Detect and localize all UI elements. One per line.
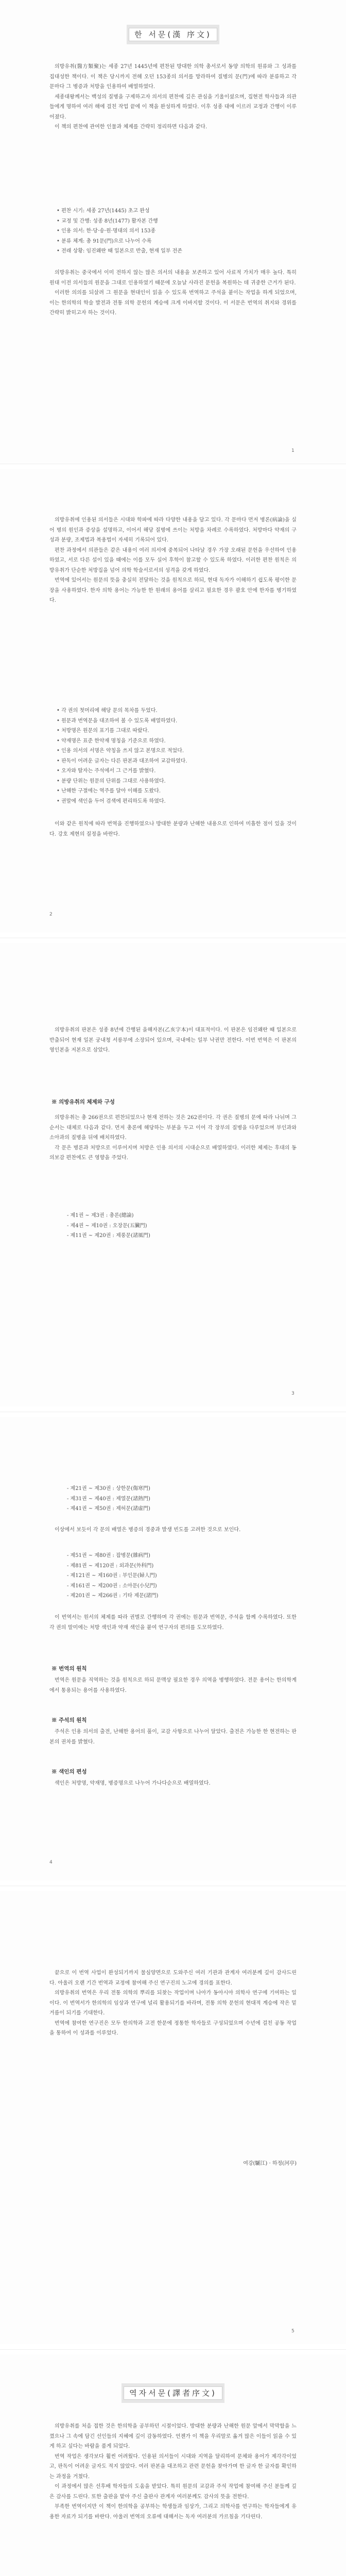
document-page-6 <box>0 2354 346 2576</box>
paragraph: 이 번역서는 원서의 체제를 따라 권별로 간행하며 각 권에는 원문과 번역문, 주석을 함께 수록하였다. 또한 각 권의 말미에는 처방 색인과 약재 색인을 붙여 연구자의 편의를 도모하였다. <box>49 1615 297 1631</box>
list-item: • 각 권의 첫머리에 해당 문의 목차를 두었다. <box>57 708 158 714</box>
paragraph: 의방유취는 총 266권으로 편찬되었으나 현재 전하는 것은 262권이다. 각 권은 질병의 문에 따라 나뉘며 그 순서는 대체로 다음과 같다. 먼저 총론에 해당하는 부분을 두고 이어 각 장부의 질병을 다루었으며 부인과와 소아과의 질병을 뒤에 배치하였다. <box>49 1115 297 1141</box>
list-item: • 오자와 탈자는 주석에서 그 근거를 밝혔다. <box>57 768 156 774</box>
paragraph: 이러한 의의를 되살려 그 원문을 현대인이 읽을 수 있도록 번역하고 주석을 붙이는 작업을 하게 되었으며, 이는 한의학의 학술 발전과 전통 의학 문헌의 계승에 크게 이바지할 것이다. 이 서문은 번역의 취지와 경위를 간략히 밝히고자 하는 것이다. <box>49 290 297 316</box>
page-number: 5 <box>291 2329 295 2334</box>
paragraph: 이상에서 보듯이 각 문의 배열은 병증의 경중과 발생 빈도를 고려한 것으로 보인다. <box>55 1527 241 1533</box>
paragraph: 이 책의 편찬에 관여한 인물과 체제를 간략히 정리하면 다음과 같다. <box>55 124 207 130</box>
list-item: • 분량 단위는 원문의 단위를 그대로 사용하였다. <box>57 778 166 784</box>
section-heading: ※ 색인의 편성 <box>51 1769 87 1775</box>
body-text <box>49 1778 297 1789</box>
list-item: • 난해한 구절에는 역주를 달아 이해를 도왔다. <box>57 788 161 794</box>
document-page-4 <box>0 1417 346 1880</box>
paragraph: 이와 같은 원칙에 따라 번역을 진행하였으나 방대한 분량과 난해한 내용으로 인하여 미흡한 점이 있을 것이다. 강호 제현의 질정을 바란다. <box>49 821 297 837</box>
rules-list <box>57 706 293 806</box>
list-item: • 분류 체계: 총 91문(門)으로 나누어 수록 <box>57 238 152 244</box>
body-text <box>49 268 297 318</box>
list-item: - 제121권 ~ 제160권 : 부인문(婦人門) <box>67 1573 157 1579</box>
paragraph: 끝으로 이 번역 사업이 완성되기까지 물심양면으로 도와주신 여러 기관과 관계자 여러분께 깊이 감사드린다. 아울러 오랜 기간 번역과 교정에 참여해 주신 연구진의 노고에 경의를 표한다. <box>49 1970 297 1986</box>
body-text <box>49 1025 297 1056</box>
paragraph: 번역 작업은 생각보다 훨씬 어려웠다. 인용된 의서들이 시대와 지역을 달리하여 문체와 용어가 제각각이었고, 판독이 어려운 글자도 적지 않았다. 여러 판본을 대조하고 관련 문헌을 찾아가며 한 글자 한 글자를 확인하는 과정을 거쳤다. <box>49 2453 297 2480</box>
paragraph: 번역에 참여한 연구진은 모두 한의학과 고전 한문에 정통한 학자들로 구성되었으며 수년에 걸친 공동 작업을 통하여 이 성과를 이루었다. <box>49 2020 297 2036</box>
paragraph: 의방유취를 처음 접한 것은 한의학을 공부하던 시절이었다. 방대한 분량과 난해한 원문 앞에서 막막함을 느꼈으나 그 속에 담긴 선인들의 지혜에 깊이 감동하였다. 언젠가 이 책을 우리말로 옮겨 많은 이들이 읽을 수 있게 하고 싶다는 바람을 품게 되었다. <box>49 2424 297 2449</box>
volume-list <box>67 1484 304 1514</box>
body-text <box>49 1613 297 1633</box>
list-item: - 제81권 ~ 제120권 : 외과문(外科門) <box>67 1563 154 1569</box>
paragraph: 각 문은 병론과 처방으로 이루어지며 처방은 인용 의서의 시대순으로 배열하였다. 이러한 체제는 후대의 동의보감 편찬에도 큰 영향을 주었다. <box>49 1145 297 1161</box>
volume-list <box>67 1211 304 1241</box>
list-item: • 판독이 어려운 글자는 다른 판본과 대조하여 교감하였다. <box>57 758 187 764</box>
page-number: 3 <box>291 1391 295 1396</box>
paragraph: 의방유취의 번역은 우리 전통 의학의 뿌리를 되찾는 작업이며 나아가 동아시아 의학사 연구에 기여하는 일이다. 이 번역서가 한의학의 임상과 연구에 널리 활용되기를 바라며, 전통 의학 문헌의 현대적 계승에 작은 밑거름이 되기를 기대한다. <box>49 1990 297 2016</box>
list-item: • 편찬 시기: 세종 27년(1445) 초고 완성 <box>57 208 150 214</box>
document-page-3 <box>0 943 346 1406</box>
page-number: 4 <box>49 1860 53 1865</box>
body-text <box>49 1968 297 2039</box>
section-heading: ※ 주석의 원칙 <box>51 1717 87 1723</box>
list-item: • 원문과 번역문을 대조하여 볼 수 있도록 배열하였다. <box>57 718 178 724</box>
volume-list <box>67 1551 304 1601</box>
list-item: - 제201권 ~ 제266권 : 기타 제문(諸門) <box>67 1593 159 1599</box>
list-item: - 제51권 ~ 제80권 : 잡병문(雜病門) <box>67 1553 150 1558</box>
paragraph: 번역은 원문을 직역하는 것을 원칙으로 하되 문맥상 필요한 경우 의역을 병행하였다. 전문 용어는 한의학계에서 통용되는 용어를 사용하였다. <box>49 1677 297 1693</box>
list-item: - 제161권 ~ 제200권 : 소아문(小兒門) <box>67 1583 157 1589</box>
paragraph: 번역에 있어서는 원문의 뜻을 충실히 전달하는 것을 원칙으로 하되, 현대 독자가 이해하기 쉽도록 평이한 문장을 사용하였다. 한자 의학 용어는 가능한 한 원래의 용어를 살리고 필요한 경우 괄호 안에 한자를 병기하였다. <box>49 578 297 603</box>
paragraph: 부족한 번역이지만 이 책이 한의학을 공부하는 학생들과 임상가, 그리고 의학사를 연구하는 학자들에게 유용한 자료가 되기를 바란다. 아울러 번역의 오류에 대해서는 독자 여러분의 가르침을 기다린다. <box>49 2504 297 2520</box>
list-item: - 제21권 ~ 제30권 : 상한문(傷寒門) <box>67 1486 150 1492</box>
list-item: - 제1권 ~ 제3권 : 총론(總論) <box>67 1213 134 1218</box>
body-text <box>49 2421 297 2522</box>
body-text <box>49 1525 297 1535</box>
document-page-5 <box>0 1891 346 2344</box>
page-number: 2 <box>49 912 53 917</box>
body-text <box>49 515 297 606</box>
list-item: • 인용 의서: 한·당·송·원·명대의 의서 153종 <box>57 228 156 234</box>
document-page-1 <box>0 0 346 464</box>
page-title: 한 서문(漢 序文) <box>127 25 219 44</box>
list-item: • 처방명은 원문의 표기를 그대로 따랐다. <box>57 728 149 734</box>
signature: 여강(驪江) · 하정(河亭) <box>243 2161 297 2166</box>
body-text <box>49 1675 297 1696</box>
page-divider <box>0 2349 346 2350</box>
list-item: - 제31권 ~ 제40권 : 제열문(諸熱門) <box>67 1496 150 1502</box>
paragraph: 편찬 과정에서 의관들은 같은 내용이 여러 의서에 중복되어 나타날 경우 가장 오래된 문헌을 우선하여 인용하였고, 서로 다른 설이 있을 때에는 이를 모두 실어 후학이 참고할 수 있도록 하였다. 이러한 편찬 원칙은 의방유취가 단순한 처방집을 넘어 의학 학술서로서의 성격을 갖게 하였다. <box>49 547 297 573</box>
document-page-2 <box>0 469 346 933</box>
body-text <box>49 1727 297 1747</box>
page-number: 1 <box>291 448 295 453</box>
paragraph: 세종대왕께서는 백성의 질병을 구제하고자 의서의 편찬에 깊은 관심을 기울이셨으며, 집현전 학사들과 의관들에게 명하여 여러 해에 걸친 작업 끝에 이 책을 완성하게 하였다. 이후 성종 대에 이르러 교정과 간행이 이루어졌다. <box>49 94 297 120</box>
list-item: • 전래 상황: 임진왜란 때 일본으로 반출, 현재 일부 전존 <box>57 248 182 254</box>
paragraph: 의방유취는 중국에서 이미 전하지 않는 많은 의서의 내용을 보존하고 있어 사료적 가치가 매우 높다. 특히 원대 이전 의서들의 원문을 그대로 인용하였기 때문에 오늘날 사라진 문헌을 복원하는 데 귀중한 근거가 된다. <box>49 270 297 286</box>
list-item: - 제4권 ~ 제10권 : 오장문(五臟門) <box>67 1223 147 1229</box>
paragraph: 의방유취에 인용된 의서들은 시대와 학파에 따라 다양한 내용을 담고 있다. 각 문마다 먼저 병론(病論)을 실어 병의 원인과 증상을 설명하고, 이어서 해당 질병에 쓰이는 처방을 차례로 수록하였다. 처방마다 약재의 구성과 분량, 조제법과 복용법이 자세히 기록되어 있다. <box>49 517 297 543</box>
list-item: • 인용 의서의 서명은 약칭을 쓰지 않고 본명으로 적었다. <box>57 748 184 754</box>
paragraph: 이 과정에서 많은 선후배 학자들의 도움을 받았다. 특히 원문의 교감과 주석 작업에 참여해 주신 분들께 깊은 감사를 드린다. 또한 출판을 맡아 주신 출판사 관계자 여러분께도 감사의 뜻을 전한다. <box>49 2484 297 2500</box>
paragraph: 색인은 처방명, 약재명, 병증명으로 나누어 가나다순으로 배열하였다. <box>55 1781 211 1786</box>
body-text <box>49 819 297 839</box>
list-item: • 약재명은 표준 한약재 명칭을 기준으로 하였다. <box>57 738 166 744</box>
section-heading: ※ 번역의 원칙 <box>51 1666 87 1672</box>
section-heading: ※ 의방유취의 체제와 구성 <box>51 1099 115 1105</box>
list-item: - 제11권 ~ 제20권 : 제풍문(諸風門) <box>67 1233 150 1239</box>
body-text <box>49 1113 297 1163</box>
list-item: • 교정 및 간행: 성종 8년(1477) 활자본 간행 <box>57 218 158 224</box>
page-title: 역자서문(譯者序文) <box>122 2383 224 2403</box>
paragraph: 의방유취의 판본은 성종 8년에 간행된 을해자본(乙亥字本)이 대표적이다. 이 판본은 임진왜란 때 일본으로 반출되어 현재 일본 궁내청 서릉부에 소장되어 있으며, 국내에는 일부 낙권만 전한다. 이번 번역은 이 판본의 영인본을 저본으로 삼았다. <box>49 1027 297 1053</box>
paragraph: 주석은 인용 의서의 출전, 난해한 용어의 풀이, 교감 사항으로 나누어 달았다. 출전은 가능한 한 현전하는 판본의 권차를 밝혔다. <box>49 1729 297 1745</box>
paragraph: 의방유취(醫方類聚)는 세종 27년 1445년에 편찬된 방대한 의학 총서로서 동양 의학의 원류와 그 성과를 집대성한 책이다. 이 책은 당시까지 전해 오던 153종의 의서를 망라하여 질병의 문(門)에 따라 분류하고 각 문마다 그 병증과 처방을 인용하여 배열하였다. <box>49 64 297 90</box>
body-text <box>49 62 297 132</box>
list-item: - 제41권 ~ 제50권 : 제허문(諸虛門) <box>67 1506 150 1512</box>
info-list <box>57 206 293 257</box>
list-item: • 권말에 색인을 두어 검색에 편리하도록 하였다. <box>57 798 166 804</box>
